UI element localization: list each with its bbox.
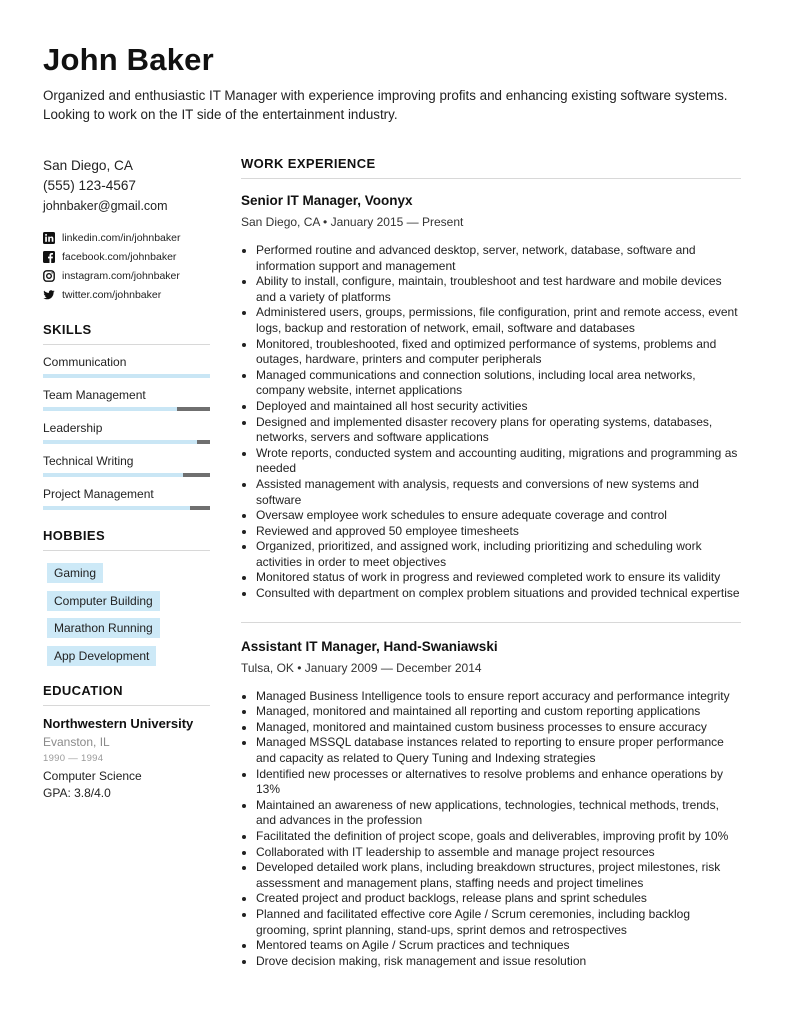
job-meta: San Diego, CA • January 2015 — Present	[241, 215, 464, 229]
school-name: Northwestern University	[43, 716, 194, 731]
skills-list	[43, 355, 210, 510]
job-entry	[241, 639, 741, 970]
social-link-instagram[interactable]	[43, 266, 210, 285]
job-bullet: • Monitored status of work in progress and reviewed completed work to ensure its validity	[256, 570, 741, 586]
contact-email[interactable]: johnbaker@gmail.com	[43, 199, 168, 213]
job-bullet: • Managed, monitored and maintained all reporting and custom reporting applications	[256, 704, 741, 720]
job-bullet: • Performed routine and advanced desktop, server, network, database, software and information support and management	[256, 243, 741, 274]
job-bullet: • Deployed and maintained all host security activities	[256, 399, 741, 415]
linkedin-icon	[43, 232, 55, 244]
skill-level-fill	[43, 440, 197, 444]
job-bullet: • Ability to install, configure, maintain, troubleshoot and test hardware and mobile devices and a variety of platforms	[256, 274, 741, 305]
skill-label: Team Management	[43, 388, 146, 402]
skills-title: SKILLS	[43, 322, 210, 345]
social-link-text: facebook.com/johnbaker	[62, 250, 177, 263]
social-link-linkedin[interactable]	[43, 228, 210, 247]
gpa: GPA: 3.8/4.0	[43, 786, 111, 800]
job-bullets	[241, 243, 741, 602]
job-bullet: • Maintained an awareness of new applications, technologies, technical methods, trends, and advances in the profession	[256, 798, 741, 829]
skill-item	[43, 487, 210, 510]
job-bullet: • Monitored, troubleshooted, fixed and optimized performance of systems, problems and outages, hardware, printers and computer peripherals	[256, 337, 741, 368]
school-dates: 1990 — 1994	[43, 753, 104, 764]
social-link-text: twitter.com/johnbaker	[62, 288, 162, 301]
hobbies-title: HOBBIES	[43, 528, 210, 551]
job-bullet: • Oversaw employee work schedules to ensure adequate coverage and control	[256, 508, 741, 524]
skills-section	[43, 322, 210, 510]
social-link-facebook[interactable]	[43, 247, 210, 266]
work-experience-title: WORK EXPERIENCE	[241, 156, 741, 179]
job-bullet: • Planned and facilitated effective core Agile / Scrum ceremonies, including backlog grooming, sprint planning, stand-ups, sprint demos and retrospectives	[256, 907, 741, 938]
skill-label: Project Management	[43, 487, 154, 501]
contact-location: San Diego, CA	[43, 158, 133, 173]
hobby-tag: App Development	[47, 646, 156, 666]
job-bullet: • Identified new processes or alternatives to resolve problems and enhance operations by 13%	[256, 767, 741, 798]
job-meta: Tulsa, OK • January 2009 — December 2014	[241, 660, 482, 675]
main-content	[241, 156, 741, 969]
degree: Computer Science	[43, 769, 142, 783]
skill-level-fill	[43, 506, 190, 510]
social-links	[43, 228, 210, 304]
skill-item	[43, 388, 210, 411]
job-bullet: • Designed and implemented disaster recovery plans for operating systems, databases, networks, servers and software applications	[256, 415, 741, 446]
education-title: EDUCATION	[43, 683, 210, 706]
job-bullet: • Wrote reports, conducted system and accounting auditing, migrations and programming as needed	[256, 446, 741, 477]
job-bullet: • Collaborated with IT leadership to assemble and manage project resources	[256, 845, 741, 861]
job-title: Assistant IT Manager, Hand-Swaniawski	[241, 638, 498, 654]
hobby-tag: Gaming	[47, 563, 103, 583]
job-divider	[241, 622, 741, 623]
job-bullet: • Reviewed and approved 50 employee timesheets	[256, 524, 741, 540]
skill-label: Communication	[43, 355, 127, 369]
skill-label: Technical Writing	[43, 454, 134, 468]
job-bullet: • Developed detailed work plans, including breakdown structures, project milestones, risk assessment and management plans, staffing needs and project timelines	[256, 860, 741, 891]
skill-level-bar	[43, 440, 210, 444]
skill-level-bar	[43, 506, 210, 510]
job-bullet: • Managed Business Intelligence tools to ensure report accuracy and performance integrity	[256, 689, 741, 705]
job-bullet: • Facilitated the definition of project scope, goals and deliverables, improving profit by 10%	[256, 829, 741, 845]
job-bullet: • Drove decision making, risk management and issue resolution	[256, 954, 741, 970]
job-bullet: • Mentored teams on Agile / Scrum practices and techniques	[256, 938, 741, 954]
education-section	[43, 683, 210, 800]
hobbies-section	[43, 528, 210, 667]
summary: Organized and enthusiastic IT Manager with experience improving profits and enhancing existing software systems. Looking to work on the IT side of the entertainment industry.	[43, 88, 728, 122]
job-bullet: • Managed, monitored and maintained custom business processes to ensure accuracy	[256, 720, 741, 736]
skill-item	[43, 421, 210, 444]
job-bullet: • Organized, prioritized, and assigned work, including prioritizing and scheduling work activities in order to meet objectives	[256, 539, 741, 570]
skill-level-fill	[43, 407, 177, 411]
contact-phone: (555) 123-4567	[43, 178, 136, 193]
skill-level-fill	[43, 473, 183, 477]
instagram-icon	[43, 270, 55, 282]
skill-level-fill	[43, 374, 210, 378]
social-link-text: linkedin.com/in/johnbaker	[62, 231, 181, 244]
skill-item	[43, 454, 210, 477]
social-link-twitter[interactable]	[43, 285, 210, 304]
job-bullet: • Administered users, groups, permissions, file configuration, print and remote access, event logs, backup and restoration of network, email, software and databases	[256, 305, 741, 336]
skill-label: Leadership	[43, 421, 103, 435]
hobby-tag: Marathon Running	[47, 618, 160, 638]
candidate-name: John Baker	[43, 42, 214, 77]
sidebar	[43, 156, 210, 800]
skill-level-bar	[43, 407, 210, 411]
skill-level-bar	[43, 473, 210, 477]
job-title: Senior IT Manager, Voonyx	[241, 193, 413, 208]
social-link-text: instagram.com/johnbaker	[62, 269, 180, 282]
job-entry	[241, 193, 741, 602]
job-bullets	[241, 689, 741, 970]
hobby-list	[43, 557, 210, 667]
skill-level-bar	[43, 374, 210, 378]
facebook-icon	[43, 251, 55, 263]
twitter-icon	[43, 289, 55, 301]
job-bullet: • Consulted with department on complex problem situations and provided technical expertise	[256, 586, 741, 602]
job-bullet: • Managed MSSQL database instances related to reporting to ensure proper performance and capacity as related to Query Tuning and Indexing strategies	[256, 735, 741, 766]
school-location: Evanston, IL	[43, 735, 110, 749]
job-bullet: • Managed communications and connection solutions, including local area networks, company website, internet applications	[256, 368, 741, 399]
job-bullet: • Assisted management with analysis, requests and conversions of new systems and software	[256, 477, 741, 508]
job-bullet: • Created project and product backlogs, release plans and sprint schedules	[256, 891, 741, 907]
skill-item	[43, 355, 210, 378]
hobby-tag: Computer Building	[47, 591, 160, 611]
